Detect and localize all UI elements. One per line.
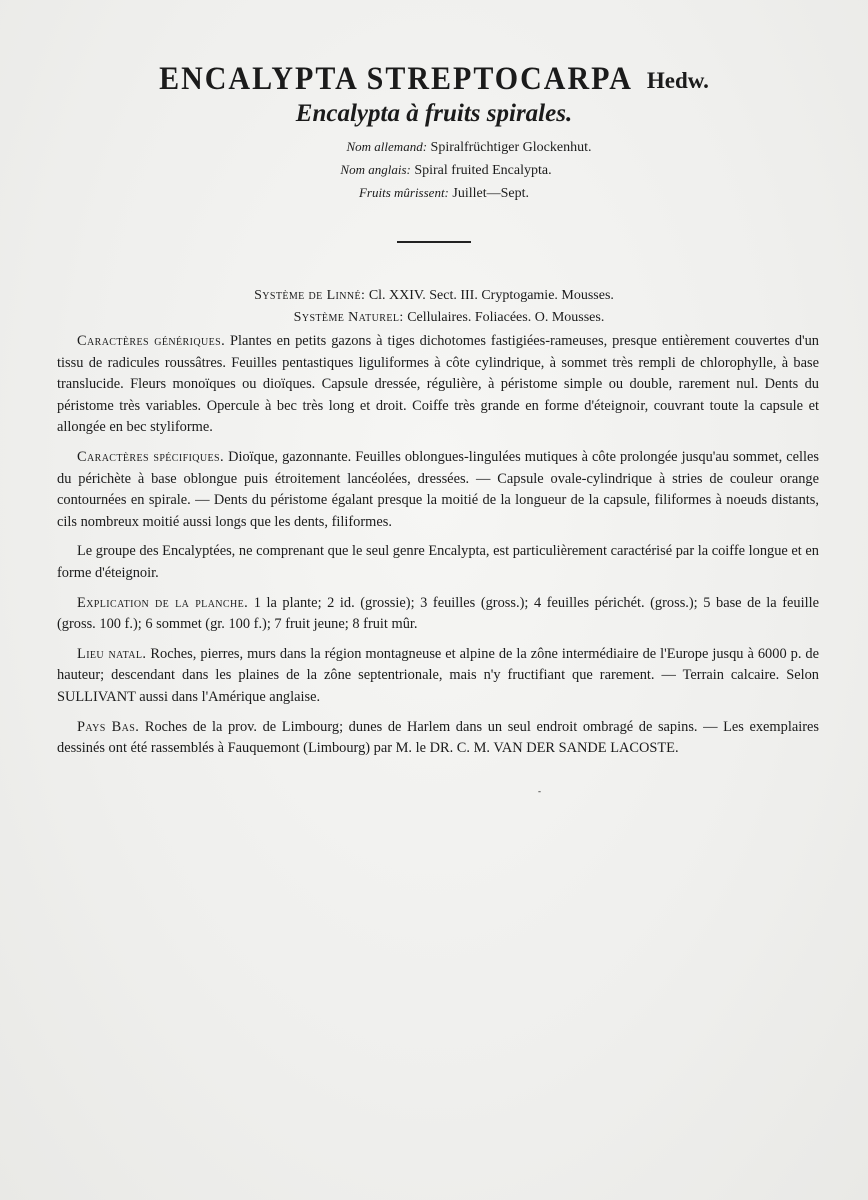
english-name-value: Spiral fruited Encalypta. [414, 163, 552, 178]
german-name-value: Spiralfrüchtiger Glockenhut. [430, 140, 592, 155]
specific-characters-paragraph [57, 447, 819, 533]
fruiting-season-value: Juillet—Sept. [452, 186, 530, 201]
paragraph-label: Lieu natal. [77, 645, 147, 662]
plate-explanation-paragraph [57, 593, 819, 636]
natural-system-value: Cellulaires. Foliacées. O. Mousses. [407, 310, 605, 325]
species-author: Hedw. [646, 68, 709, 93]
english-name-label: Nom anglais: [340, 162, 411, 177]
paragraph-text: Roches, pierres, murs dans la région montagneuse et alpine de la zône intermédiaire de l'Europe jusqu à 6000 p. de hauteur; descendant dans les plaines de la zône septentrionale, mais n'y fructifiant que rarement. — Terrain calcaire. Selon SULLIVANT aussi dans l'Amérique anglaise. [57, 645, 819, 705]
fruiting-season-line [0, 185, 868, 202]
paragraph-label: Caractères spécifiques. [77, 448, 225, 465]
german-name-line [0, 139, 868, 156]
paragraph-text: Plantes en petits gazons à tiges dichotomes fastigiées-rameuses, presque entièrement couvertes d'un tissu de radicules roussâtres. Feuilles pentastiques liguliformes à côte cylindrique, à sommet très rempli de chlorophylle, à base translucide. Fleurs monoïques ou dioïques. Capsule dressée, régulière, à péristome simple ou double, rarement nul. Dents du péristome très variables. Opercule à bec très long et droit. Coiffe très grande en forme d'éteignoir, couvrant toute la capsule et allongée en bec styliforme. [57, 333, 820, 436]
description-body [57, 331, 819, 768]
species-title [0, 62, 868, 96]
title-divider [397, 241, 471, 243]
paragraph-text: 1 la plante; 2 id. (grossie); 3 feuilles (gross.); 4 feuilles périchét. (gross.); 5 base de la feuille (gross. 100 f.); 6 sommet (gr. 100 f.); 7 fruit jeune; 8 fruit mûr. [57, 594, 819, 633]
species-name: ENCALYPTA STREPTOCARPA [159, 60, 633, 97]
paragraph-text: Roches de la prov. de Limbourg; dunes de Harlem dans un seul endroit ombragé de sapins. — Les exemplaires dessinés ont été rassemblés à Fauquemont (Limbourg) par M. le DR. C. M. VAN DER SANDE LACOSTE. [57, 718, 819, 757]
german-name-label: Nom allemand: [346, 139, 428, 154]
group-note-paragraph [57, 541, 819, 584]
paragraph-label: Pays Bas. [77, 718, 140, 735]
linnaean-system-value: Cl. XXIV. Sect. III. Cryptogamie. Mousses. [368, 288, 614, 303]
paragraph-text: Le groupe des Encalyptées, ne comprenant que le seul genre Encalypta, est particulièrement caractérisé par la coiffe longue et en forme d'éteignoir. [57, 543, 819, 581]
linnaean-system-label: Système de Linné: [254, 288, 366, 303]
netherlands-paragraph [57, 717, 819, 760]
generic-characters-paragraph [57, 331, 819, 439]
fruiting-season-label: Fruits mûrissent: [358, 185, 449, 200]
native-habitat-paragraph [57, 644, 819, 709]
paragraph-text: Dioïque, gazonnante. Feuilles oblongues-lingulées mutiques à côte prolongée jusqu'au sommet, celles du périchète à base oblongue puis étroitement lancéolées, dressées. — Capsule ovale-cylindrique à stries de couleur orange contournées en spirale. — Dents du péristome égalant presque la moitié de la longueur de la capsule, filiformes à noeuds distants, cils nombreux moitié aussi longs que les dents, filiformes. [57, 448, 819, 530]
linnaean-system-line [0, 288, 868, 304]
stray-mark: - [538, 786, 541, 796]
french-name: Encalypta à fruits spirales. [295, 100, 573, 127]
english-name-line [0, 162, 868, 179]
natural-system-label: Système Naturel: [293, 310, 404, 325]
paragraph-label: Explication de la planche. [77, 594, 249, 611]
natural-system-line [0, 310, 868, 326]
paragraph-label: Caractères génériques. [77, 333, 226, 349]
